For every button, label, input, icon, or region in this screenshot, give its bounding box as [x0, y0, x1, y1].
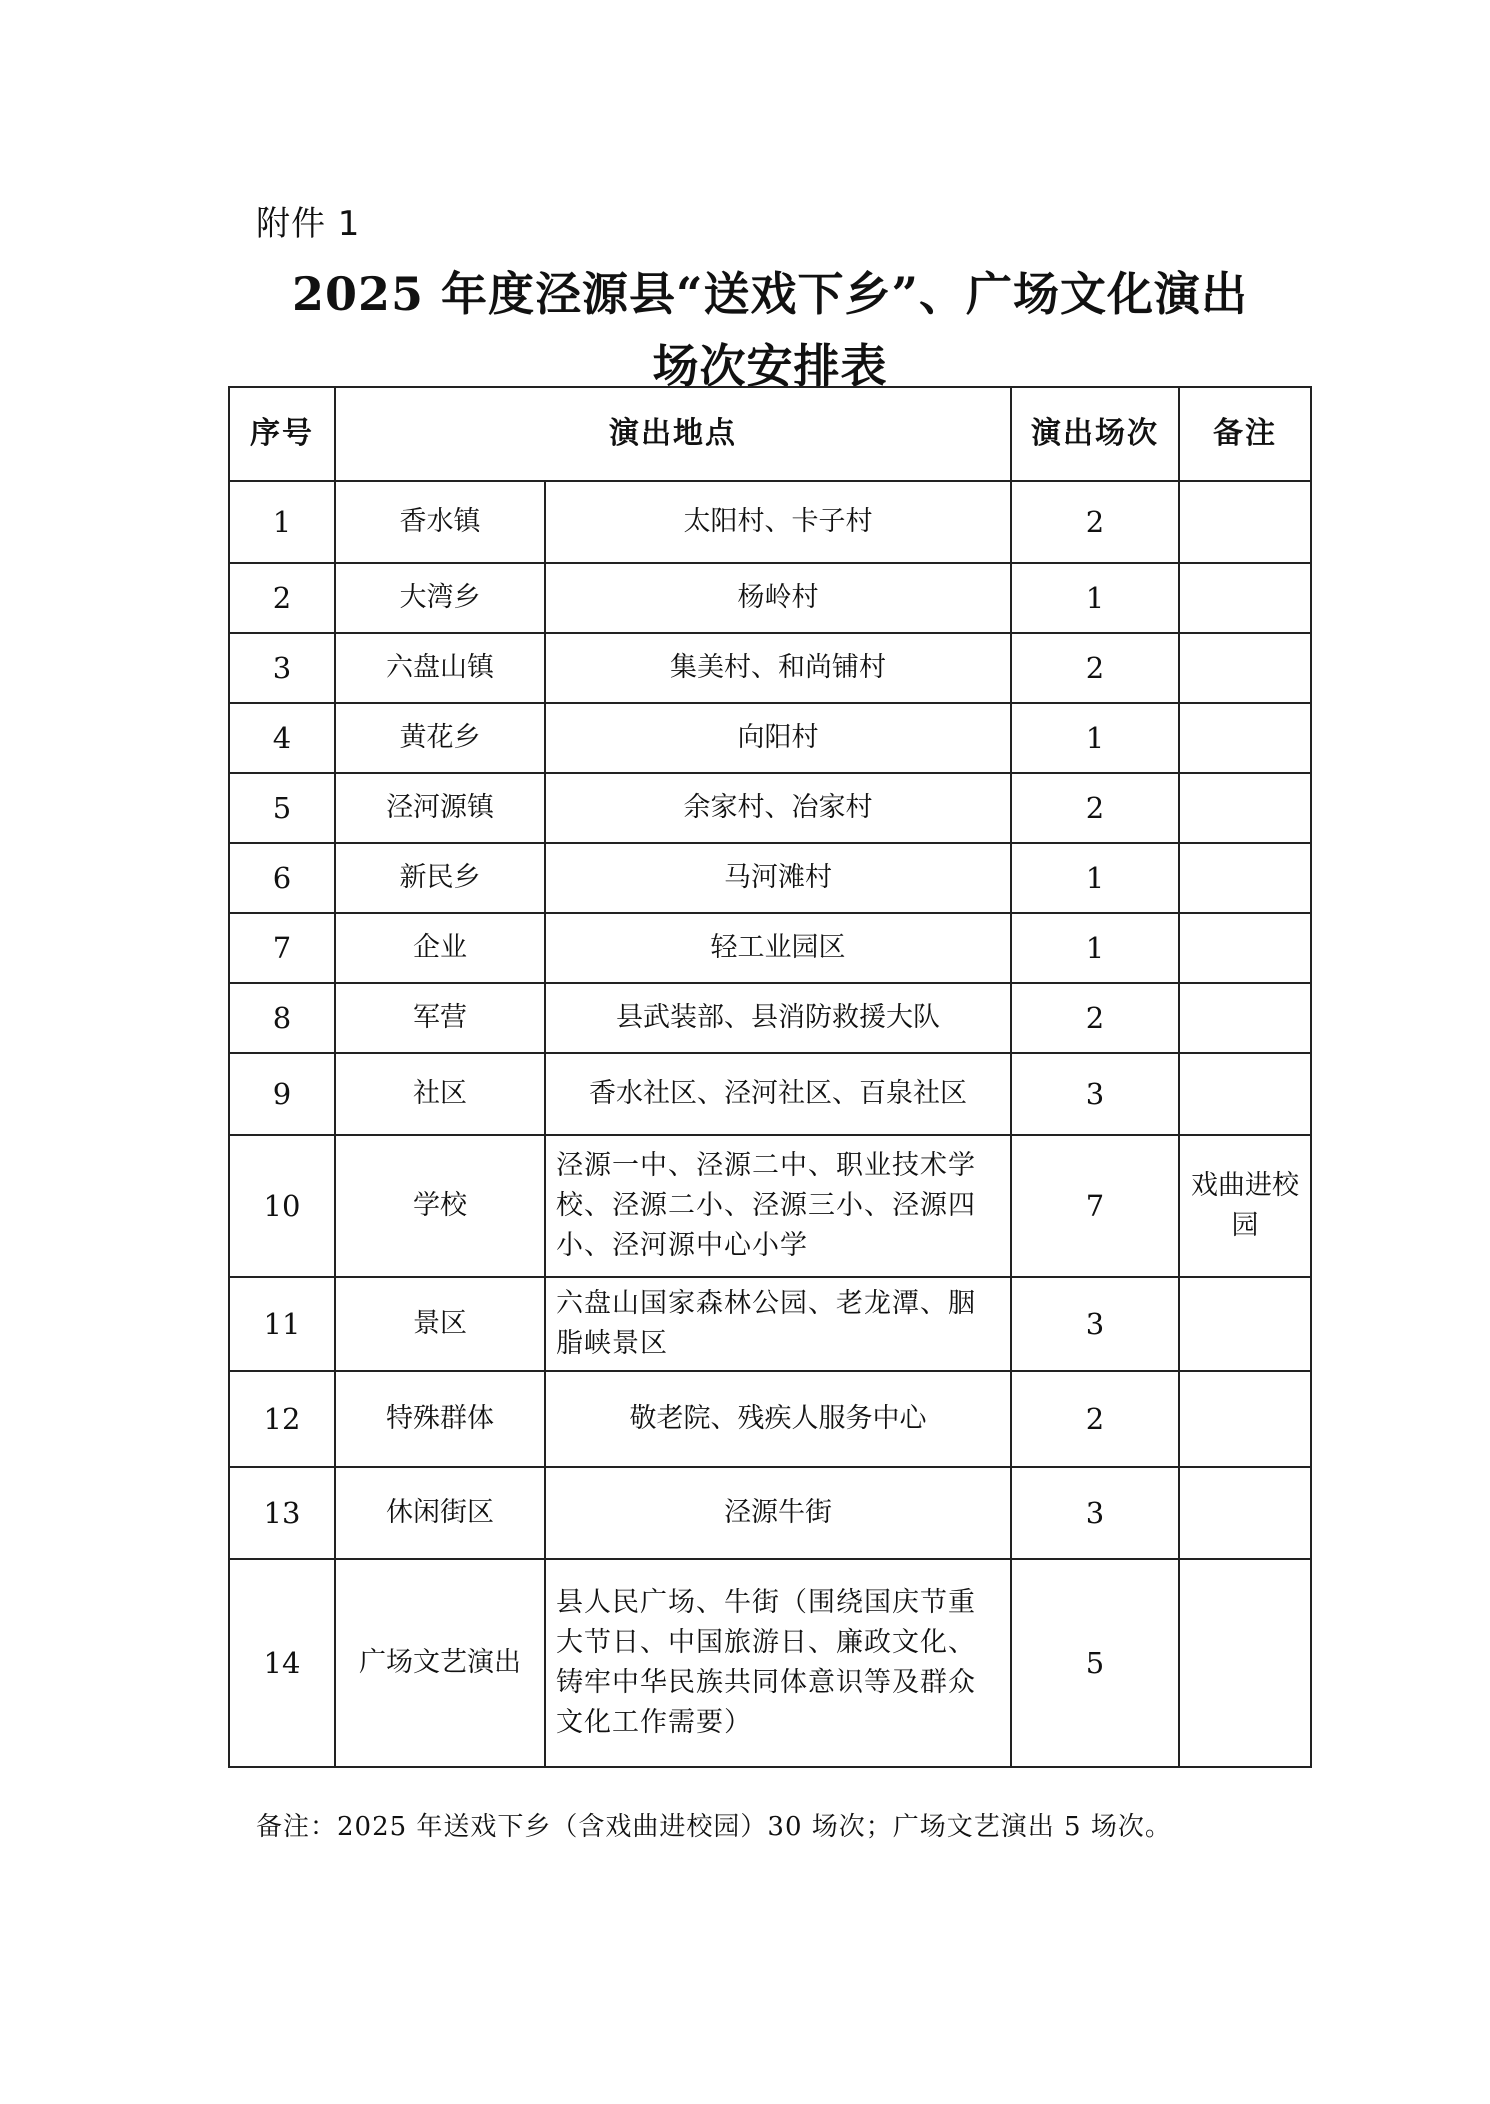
row-place: 泾源牛街 — [545, 1467, 1011, 1559]
row-count: 5 — [1011, 1559, 1179, 1767]
row-index: 2 — [229, 563, 335, 633]
row-place: 泾源一中、泾源二中、职业技术学校、泾源二小、泾源三小、泾源四小、泾河源中心小学 — [545, 1135, 1011, 1277]
row-remark — [1179, 481, 1311, 563]
row-town: 香水镇 — [335, 481, 545, 563]
row-index: 14 — [229, 1559, 335, 1767]
row-index: 1 — [229, 481, 335, 563]
row-index: 3 — [229, 633, 335, 703]
row-remark — [1179, 1277, 1311, 1371]
row-place: 太阳村、卡子村 — [545, 481, 1011, 563]
table-row — [229, 1371, 1311, 1467]
table-row — [229, 773, 1311, 843]
row-town: 军营 — [335, 983, 545, 1053]
row-remark — [1179, 913, 1311, 983]
document-subtitle: 场次安排表 — [652, 339, 888, 393]
row-remark — [1179, 1559, 1311, 1767]
row-count: 1 — [1011, 563, 1179, 633]
row-count: 2 — [1011, 1371, 1179, 1467]
row-remark — [1179, 563, 1311, 633]
header-index: 序号 — [229, 387, 335, 481]
table-row — [229, 1467, 1311, 1559]
row-remark — [1179, 1371, 1311, 1467]
row-index: 12 — [229, 1371, 335, 1467]
header-remark: 备注 — [1179, 387, 1311, 481]
row-count: 2 — [1011, 633, 1179, 703]
table-row — [229, 1053, 1311, 1135]
schedule-table — [228, 386, 1312, 1768]
row-count: 1 — [1011, 843, 1179, 913]
row-town: 特殊群体 — [335, 1371, 545, 1467]
row-town: 学校 — [335, 1135, 545, 1277]
header-count: 演出场次 — [1011, 387, 1179, 481]
row-remark — [1179, 1467, 1311, 1559]
row-place: 县武装部、县消防救援大队 — [545, 983, 1011, 1053]
row-count: 2 — [1011, 773, 1179, 843]
row-count: 7 — [1011, 1135, 1179, 1277]
row-index: 6 — [229, 843, 335, 913]
row-place: 县人民广场、牛街（围绕国庆节重大节日、中国旅游日、廉政文化、铸牢中华民族共同体意识等及群众文化工作需要） — [545, 1559, 1011, 1767]
row-index: 9 — [229, 1053, 335, 1135]
row-remark — [1179, 983, 1311, 1053]
row-place: 轻工业园区 — [545, 913, 1011, 983]
row-town: 黄花乡 — [335, 703, 545, 773]
table-row — [229, 633, 1311, 703]
row-remark — [1179, 843, 1311, 913]
row-index: 8 — [229, 983, 335, 1053]
table-header-row — [229, 387, 1311, 481]
row-remark — [1179, 633, 1311, 703]
row-remark — [1179, 703, 1311, 773]
row-count: 3 — [1011, 1467, 1179, 1559]
footnote: 备注：2025 年送戏下乡（含戏曲进校园）30 场次；广场文艺演出 5 场次。 — [256, 1812, 1172, 1842]
row-remark — [1179, 1053, 1311, 1135]
row-remark: 戏曲进校园 — [1179, 1135, 1311, 1277]
row-town: 企业 — [335, 913, 545, 983]
table-row — [229, 913, 1311, 983]
document-title: 2025 年度泾源县“送戏下乡”、广场文化演出 — [292, 267, 1248, 321]
row-place: 向阳村 — [545, 703, 1011, 773]
table-row — [229, 1277, 1311, 1371]
row-index: 10 — [229, 1135, 335, 1277]
row-index: 4 — [229, 703, 335, 773]
row-town: 六盘山镇 — [335, 633, 545, 703]
row-place: 敬老院、残疾人服务中心 — [545, 1371, 1011, 1467]
table-row — [229, 563, 1311, 633]
row-town: 泾河源镇 — [335, 773, 545, 843]
row-town: 广场文艺演出 — [335, 1559, 545, 1767]
row-place: 马河滩村 — [545, 843, 1011, 913]
row-count: 1 — [1011, 703, 1179, 773]
row-count: 1 — [1011, 913, 1179, 983]
row-town: 景区 — [335, 1277, 545, 1371]
table-row — [229, 481, 1311, 563]
table-row — [229, 703, 1311, 773]
row-count: 3 — [1011, 1277, 1179, 1371]
row-count: 3 — [1011, 1053, 1179, 1135]
row-town: 大湾乡 — [335, 563, 545, 633]
row-place: 集美村、和尚铺村 — [545, 633, 1011, 703]
row-town: 休闲街区 — [335, 1467, 545, 1559]
table-row — [229, 1135, 1311, 1277]
row-count: 2 — [1011, 481, 1179, 563]
row-place: 杨岭村 — [545, 563, 1011, 633]
row-town: 社区 — [335, 1053, 545, 1135]
row-place: 六盘山国家森林公园、老龙潭、胭脂峡景区 — [545, 1277, 1011, 1371]
attachment-label: 附件 1 — [256, 204, 361, 244]
row-index: 11 — [229, 1277, 335, 1371]
table-row — [229, 1559, 1311, 1767]
row-count: 2 — [1011, 983, 1179, 1053]
header-location: 演出地点 — [335, 387, 1011, 481]
table-row — [229, 843, 1311, 913]
row-index: 5 — [229, 773, 335, 843]
row-index: 7 — [229, 913, 335, 983]
row-index: 13 — [229, 1467, 335, 1559]
table-row — [229, 983, 1311, 1053]
row-town: 新民乡 — [335, 843, 545, 913]
row-place: 余家村、冶家村 — [545, 773, 1011, 843]
row-remark — [1179, 773, 1311, 843]
row-place: 香水社区、泾河社区、百泉社区 — [545, 1053, 1011, 1135]
